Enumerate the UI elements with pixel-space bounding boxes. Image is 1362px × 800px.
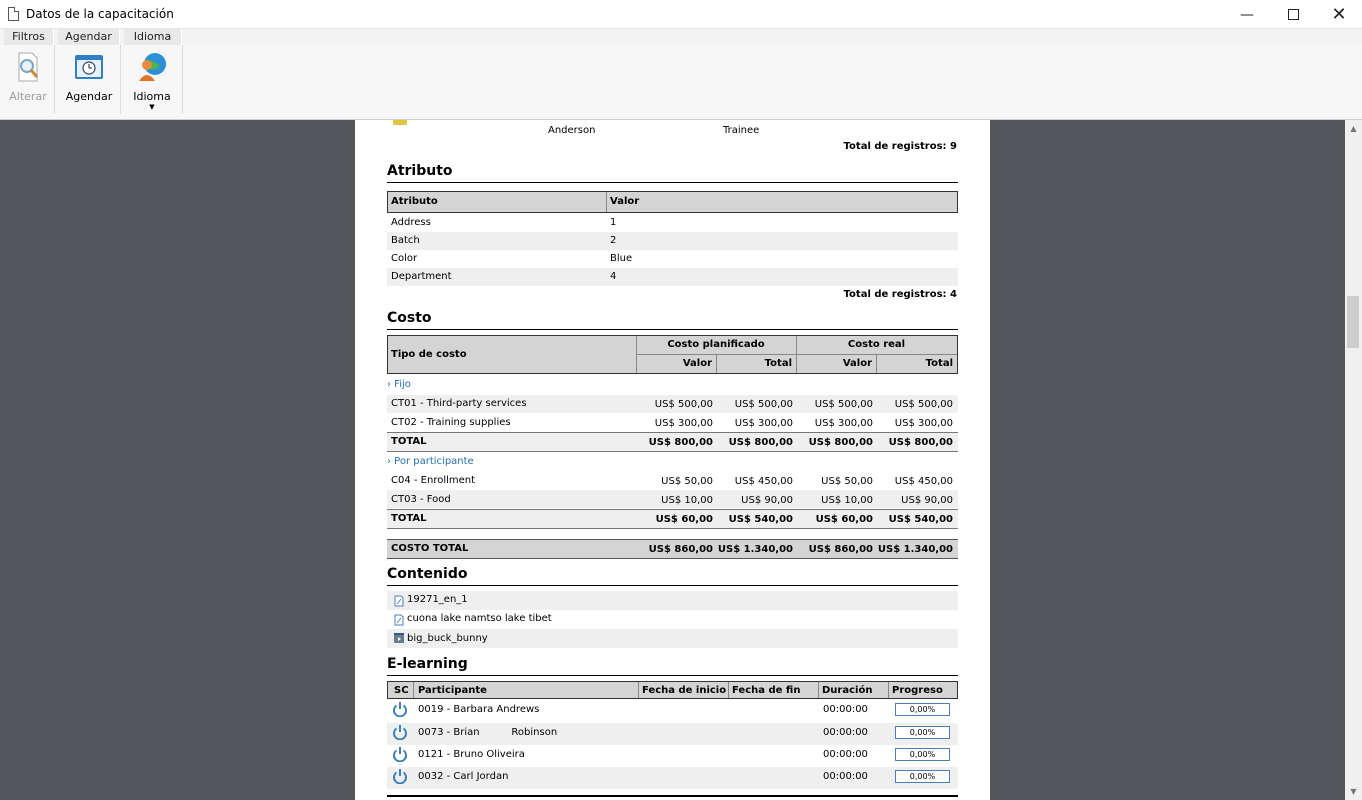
header-atributo: Atributo [391, 196, 438, 207]
table-cell: US$ 800,00 [728, 437, 793, 448]
group-filtros [0, 45, 55, 114]
idioma-label: Idioma [133, 90, 171, 103]
section-title-atributo: Atributo [387, 163, 453, 179]
power-icon[interactable] [392, 746, 408, 762]
progress-bar: 0,00% [895, 726, 950, 739]
table-cell: US$ 800,00 [648, 437, 713, 448]
participant-name: 0032 - Carl Jordan [418, 771, 509, 782]
table-cell: CT03 - Food [391, 494, 451, 505]
window-title: Datos de la capacitación [26, 7, 174, 21]
group-label-fijo[interactable]: › Fijo [387, 379, 411, 390]
agendar-label: Agendar [65, 90, 113, 103]
table-cell: US$ 860,00 [808, 544, 873, 555]
table-cell: Department [391, 271, 452, 282]
status-icon [393, 120, 407, 125]
group-agendar [55, 45, 121, 114]
table-cell: C04 - Enrollment [391, 475, 476, 486]
idioma-button[interactable] [127, 51, 177, 111]
scroll-up-arrow-icon[interactable]: ▲ [1350, 124, 1357, 133]
header-total: Total [764, 358, 792, 369]
duration: 00:00:00 [823, 704, 868, 715]
content-item[interactable]: big_buck_bunny [407, 633, 488, 644]
power-icon[interactable] [392, 724, 408, 740]
scroll-down-arrow-icon[interactable]: ▼ [1350, 787, 1357, 796]
table-cell: Batch [391, 235, 420, 246]
table-cell: 1 [610, 217, 617, 228]
table-cell: US$ 50,00 [821, 476, 873, 487]
table-cell: US$ 1.340,00 [877, 544, 953, 555]
group-idioma [121, 45, 183, 114]
header-duracion: Duración [822, 685, 873, 696]
content-item[interactable]: cuona lake namtso lake tibet [407, 613, 552, 624]
ribbon [0, 45, 1362, 120]
table-cell: US$ 800,00 [888, 437, 953, 448]
table-cell: US$ 860,00 [648, 544, 713, 555]
group-label-por-participante[interactable]: › Por participante [387, 456, 474, 467]
minimize-button[interactable]: — [1240, 6, 1254, 23]
total-records: Total de registros: 9 [843, 141, 957, 152]
progress-bar: 0,00% [895, 703, 950, 716]
vertical-scrollbar[interactable] [1345, 120, 1362, 800]
table-cell: Address [391, 217, 431, 228]
duration: 00:00:00 [823, 727, 868, 738]
participant-lastname: Anderson [548, 125, 596, 136]
participant-name: 0073 - Brian Robinson [418, 727, 558, 738]
table-cell: US$ 500,00 [654, 399, 713, 410]
agendar-button[interactable] [64, 51, 114, 103]
document-icon [8, 7, 19, 21]
header-tipo-costo: Tipo de costo [391, 349, 467, 360]
header-fecha-inicio: Fecha de inicio [642, 685, 727, 696]
report-viewer[interactable] [0, 120, 1345, 800]
table-cell: US$ 300,00 [814, 418, 873, 429]
calendar-clock-icon [73, 51, 105, 83]
alterar-label: Alterar [9, 90, 47, 103]
dropdown-arrow-icon[interactable]: ▼ [149, 103, 155, 111]
table-cell: US$ 90,00 [741, 495, 793, 506]
header-participante: Participante [418, 685, 487, 696]
participant-name: 0121 - Bruno Oliveira [418, 749, 525, 760]
progress-bar: 0,00% [895, 770, 950, 783]
table-cell: US$ 500,00 [814, 399, 873, 410]
document-icon [394, 614, 404, 626]
header-fecha-fin: Fecha de fin [732, 685, 801, 696]
power-icon[interactable] [392, 768, 408, 784]
participant-name: 0019 - Barbara Andrews [418, 704, 540, 715]
duration: 00:00:00 [823, 749, 868, 760]
header-costo-planificado: Costo planificado [667, 339, 765, 350]
table-cell: US$ 450,00 [894, 476, 953, 487]
title-bar [0, 0, 1362, 29]
table-cell: CT02 - Training supplies [391, 417, 511, 428]
table-cell: CT01 - Third-party services [391, 398, 527, 409]
participant-role: Trainee [723, 125, 760, 136]
report-page [355, 120, 990, 800]
table-cell: US$ 300,00 [654, 418, 713, 429]
section-title-costo: Costo [387, 310, 432, 326]
table-cell: 2 [610, 235, 617, 246]
video-icon [393, 632, 405, 644]
header-valor: Valor [610, 196, 640, 207]
table-cell: US$ 500,00 [894, 399, 953, 410]
header-costo-real: Costo real [847, 339, 906, 350]
costo-header [387, 335, 958, 374]
table-cell: US$ 10,00 [821, 495, 873, 506]
header-total: Total [925, 358, 953, 369]
tab-filtros[interactable]: Filtros [4, 29, 54, 45]
duration: 00:00:00 [823, 771, 868, 782]
power-icon[interactable] [392, 701, 408, 717]
table-cell: Color [391, 253, 418, 264]
section-divider [387, 585, 958, 586]
table-cell: Blue [610, 253, 633, 264]
header-valor: Valor [842, 358, 872, 369]
table-cell: TOTAL [391, 513, 427, 524]
tab-agendar[interactable]: Agendar [58, 29, 120, 45]
table-cell: US$ 300,00 [894, 418, 953, 429]
progress-bar: 0,00% [895, 748, 950, 761]
table-cell: US$ 540,00 [888, 514, 953, 525]
content-item[interactable]: 19271_en_1 [407, 594, 468, 605]
ribbon-tabs [0, 29, 1362, 45]
elearning-header [387, 681, 958, 699]
document-icon [394, 595, 404, 607]
table-cell: US$ 90,00 [901, 495, 953, 506]
section-divider [387, 329, 958, 330]
section-title-elearning: E-learning [387, 656, 468, 672]
tab-idioma[interactable]: Idioma [124, 29, 182, 45]
globe-user-icon [136, 51, 168, 83]
table-cell: US$ 800,00 [808, 437, 873, 448]
atributo-header [387, 191, 958, 213]
table-cell: US$ 50,00 [661, 476, 713, 487]
close-button[interactable]: ✕ [1331, 4, 1347, 25]
table-cell: US$ 500,00 [734, 399, 793, 410]
alterar-button[interactable] [4, 51, 52, 103]
table-cell: US$ 540,00 [728, 514, 793, 525]
maximize-button[interactable] [1270, 0, 1316, 29]
table-cell: US$ 10,00 [661, 495, 713, 506]
header-progreso: Progreso [892, 685, 943, 696]
header-sc: SC [394, 685, 409, 696]
table-cell: TOTAL [391, 436, 427, 447]
section-divider [387, 795, 958, 797]
table-cell: US$ 300,00 [734, 418, 793, 429]
total-records: Total de registros: 4 [843, 289, 957, 300]
header-valor: Valor [682, 358, 712, 369]
table-cell: US$ 60,00 [815, 514, 873, 525]
table-cell: US$ 450,00 [734, 476, 793, 487]
section-divider [387, 182, 958, 183]
table-cell: 4 [610, 271, 617, 282]
table-cell: US$ 1.340,00 [717, 544, 793, 555]
table-cell: COSTO TOTAL [391, 543, 469, 554]
section-title-contenido: Contenido [387, 566, 468, 582]
scrollbar-thumb[interactable] [1347, 296, 1359, 348]
section-divider [387, 675, 958, 676]
search-document-icon [13, 51, 43, 83]
table-cell: US$ 60,00 [655, 514, 713, 525]
